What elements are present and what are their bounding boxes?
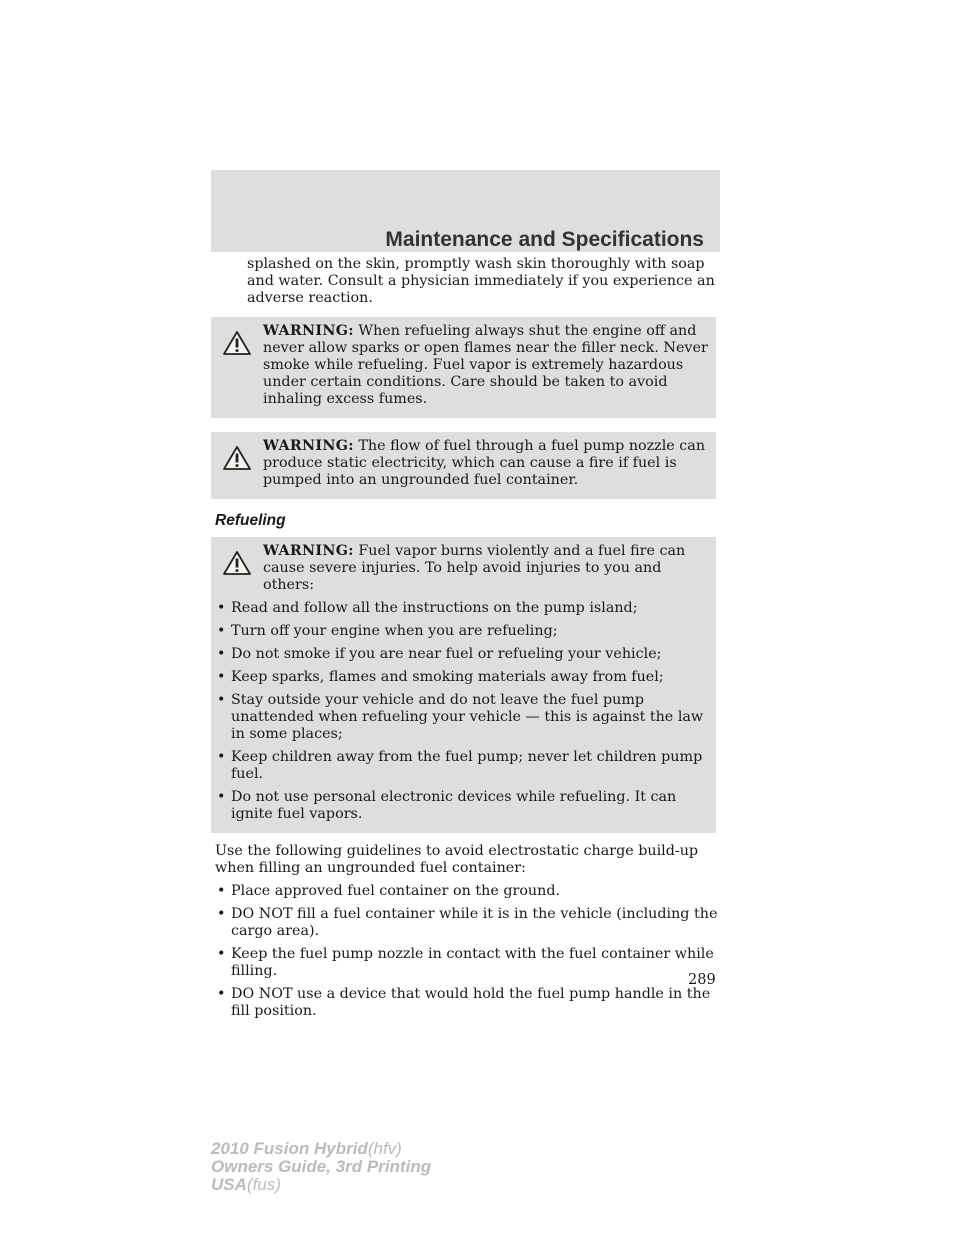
warning-triangle-icon: [223, 551, 251, 575]
list-item: • Do not smoke if you are near fuel or refueling your vehicle;: [217, 646, 662, 662]
page-number: 289: [688, 972, 716, 988]
warning-triangle-icon: [223, 331, 251, 355]
guidelines-intro: Use the following guidelines to avoid electrostatic charge build-up when filling an ungrounded fuel container:: [215, 843, 699, 876]
list-item: • Stay outside your vehicle and do not leave the fuel pump unattended when refueling your vehicle — this is against the law in some places;: [217, 692, 704, 742]
warning-label: WARNING:: [263, 323, 354, 339]
warning-label: WARNING:: [263, 438, 354, 454]
warning-body: The flow of fuel through a fuel pump nozzle can produce static electricity, which can cause a fire if fuel is pumped into an ungrounded fuel container.: [263, 438, 706, 488]
list-item: • Turn off your engine when you are refueling;: [217, 623, 558, 639]
intro-paragraph: splashed on the skin, promptly wash skin thoroughly with soap and water. Consult a physician immediately if you experience an adverse reaction.: [247, 256, 715, 306]
refueling-bullet-list: [215, 600, 708, 823]
footer-imprint: 2010 Fusion Hybrid(hfv) Owners Guide, 3rd Printing USA(fus): [211, 1139, 432, 1194]
section-title: Maintenance and Specifications: [385, 228, 704, 251]
warning-text: [215, 543, 708, 594]
list-item: • Place approved fuel container on the ground.: [217, 883, 561, 899]
warning-triangle-icon: [223, 446, 251, 470]
list-item: • DO NOT use a device that would hold the fuel pump handle in the fill position.: [217, 986, 711, 1019]
warning-text: [215, 438, 708, 489]
warning-box-refuel-engine: [211, 317, 716, 418]
warning-text: [215, 323, 708, 408]
list-item: • Keep sparks, flames and smoking materials away from fuel;: [217, 669, 664, 685]
warning-label: WARNING:: [263, 543, 354, 559]
list-item: • Keep the fuel pump nozzle in contact with the fuel container while filling.: [217, 946, 714, 979]
list-item: • Do not use personal electronic devices while refueling. It can ignite fuel vapors.: [217, 789, 677, 822]
list-item: • Read and follow all the instructions on the pump island;: [217, 600, 638, 616]
warning-body: Fuel vapor burns violently and a fuel fire can cause severe injuries. To help avoid injuries to you and others:: [263, 543, 686, 593]
page-content: [215, 256, 720, 1020]
refueling-heading: Refueling: [215, 512, 286, 529]
section-header: [211, 170, 720, 252]
list-item: • Keep children away from the fuel pump; never let children pump fuel.: [217, 749, 703, 782]
guidelines-bullet-list: [215, 883, 720, 1020]
warning-box-refueling: [211, 537, 716, 833]
warning-body: When refueling always shut the engine off and never allow sparks or open flames near the filler neck. Never smoke while refueling. Fuel vapor is extremely hazardous under certain conditions. Care should be taken to avoid inhaling excess fumes.: [263, 323, 708, 407]
warning-box-static: [211, 432, 716, 499]
list-item: • DO NOT fill a fuel container while it is in the vehicle (including the cargo area).: [217, 906, 718, 939]
